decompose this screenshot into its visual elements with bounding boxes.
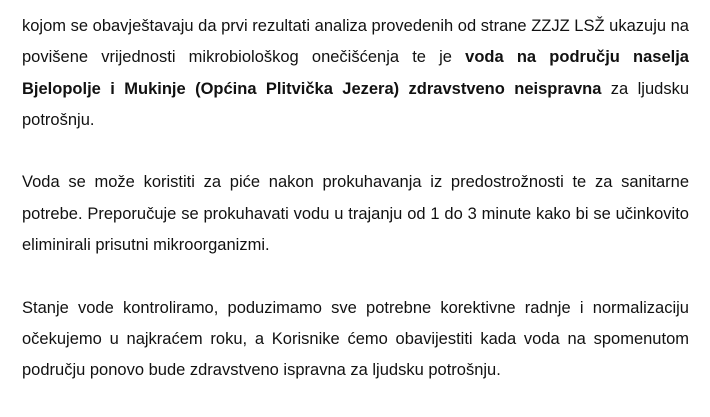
notice-text-end: za ljudsku potrošnju. — [22, 79, 689, 129]
paragraph-notice — [22, 11, 689, 136]
paragraph-boiling-advice: Voda se može koristiti za piće nakon prokuhavanja iz predostrožnosti te za sanitarne potrebe. Preporučuje se prokuhavati vodu u trajanju od 1 do 3 minute kako bi se učinkovito eliminirali prisutni mikroorganizmi. — [22, 173, 689, 255]
notice-bold-statement: voda na području naselja Bjelopolje i Mukinje (Općina Plitvička Jezera) zdravstveno neispravna — [22, 48, 689, 98]
paragraph-monitoring: Stanje vode kontroliramo, poduzimamo sve potrebne korektivne radnje i normalizaciju očekujemo u najkraćem roku, a Korisnike ćemo obavijestiti kada voda na spomenutom području ponovo bude zdravstveno ispravna za ljudsku potrošnju. — [22, 298, 689, 380]
notice-text-start: kojom se obavještavaju da prvi rezultati analiza provedenih od strane ZZJZ LSŽ ukazuju na povišene vrijednosti mikrobiološkog onečišćenja te je — [22, 17, 689, 67]
